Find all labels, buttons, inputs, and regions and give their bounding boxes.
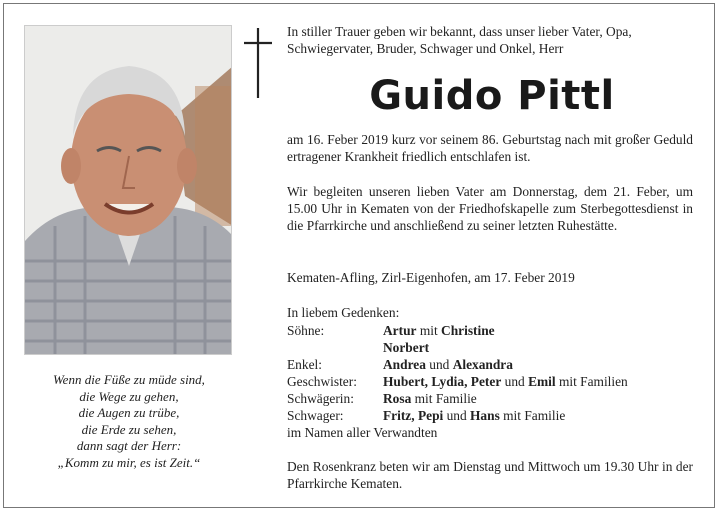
relatives-label: Enkel: bbox=[287, 357, 322, 372]
relative-name: Emil bbox=[528, 374, 556, 389]
relative-name: Fritz, Pepi bbox=[383, 408, 444, 423]
relative-name: Rosa bbox=[383, 391, 412, 406]
intro-text: In stiller Trauer geben wir bekannt, dass unser lieber Vater, Opa, Schwiegervater, Bruder, Schwager und Onkel, Herr bbox=[287, 24, 632, 56]
relative-connector: und bbox=[443, 408, 471, 423]
relatives-row bbox=[287, 339, 628, 356]
relative-name: Andrea bbox=[383, 357, 426, 372]
relatives-names bbox=[383, 339, 429, 356]
relatives-names bbox=[383, 356, 513, 373]
relative-connector: mit Familie bbox=[499, 408, 566, 423]
relative-connector: mit bbox=[416, 323, 442, 338]
cross-icon bbox=[243, 26, 273, 98]
place-date: Kematen-Afling, Zirl-Eigenhofen, am 17. Feber 2019 bbox=[287, 270, 575, 285]
relatives-label: Geschwister: bbox=[287, 374, 357, 389]
poem-line: die Wege zu gehen, bbox=[79, 388, 179, 404]
relatives-row bbox=[287, 322, 628, 339]
all-relatives-text: im Namen aller Verwandten bbox=[287, 425, 438, 440]
relatives-row bbox=[287, 407, 628, 424]
relatives-label: Schwager: bbox=[287, 408, 344, 423]
relatives-row bbox=[287, 373, 628, 390]
relative-name: Alexandra bbox=[452, 357, 513, 372]
relatives-names bbox=[383, 407, 565, 424]
relative-connector: mit Familie bbox=[411, 391, 477, 406]
poem-line: Wenn die Füße zu müde sind, bbox=[53, 372, 205, 387]
relative-connector: mit Familien bbox=[555, 374, 628, 389]
poem bbox=[20, 372, 238, 472]
deceased-name: Guido Pittl bbox=[369, 73, 615, 119]
death-announcement: am 16. Feber 2019 kurz vor seinem 86. Geburtstag nach mit großer Geduld ertragener Krankheit friedlich entschlafen ist. bbox=[287, 132, 693, 165]
relatives-names bbox=[383, 373, 628, 390]
relative-name: Hubert, Lydia, Peter bbox=[383, 374, 502, 389]
relatives-label bbox=[287, 339, 383, 356]
relative-connector: und bbox=[501, 374, 529, 389]
relatives-row bbox=[287, 356, 628, 373]
relatives-label: Söhne: bbox=[287, 323, 325, 338]
funeral-details: Wir begleiten unseren lieben Vater am Donnerstag, dem 21. Feber, um 15.00 Uhr in Kematen von der Friedhofskapelle zum Sterbegottesdienst in die Pfarrkirche und anschließend zu seiner letzten Ruhestätte. bbox=[287, 184, 693, 234]
relatives-label: Schwägerin: bbox=[287, 391, 354, 406]
relative-name: Artur bbox=[383, 323, 417, 338]
poem-line: dann sagt der Herr: bbox=[76, 438, 182, 454]
relatives-list bbox=[287, 322, 628, 424]
relatives-names bbox=[383, 322, 495, 339]
relative-name: Hans bbox=[470, 408, 500, 423]
relatives-names bbox=[383, 390, 477, 407]
relative-name: Norbert bbox=[383, 340, 430, 355]
portrait-illustration bbox=[25, 26, 232, 355]
poem-line: die Erde zu sehen, bbox=[81, 421, 177, 437]
relative-name: Christine bbox=[441, 323, 495, 338]
relatives-row bbox=[287, 390, 628, 407]
relative-connector: und bbox=[425, 357, 453, 372]
poem-line: die Augen zu trübe, bbox=[78, 405, 180, 421]
poem-line: „Komm zu mir, es ist Zeit.“ bbox=[57, 454, 201, 470]
portrait-photo bbox=[24, 25, 232, 355]
rosary-details: Den Rosenkranz beten wir am Dienstag und Mittwoch um 19.30 Uhr in der Pfarrkirche Kematen. bbox=[287, 459, 693, 492]
memory-heading: In liebem Gedenken: bbox=[287, 305, 400, 320]
